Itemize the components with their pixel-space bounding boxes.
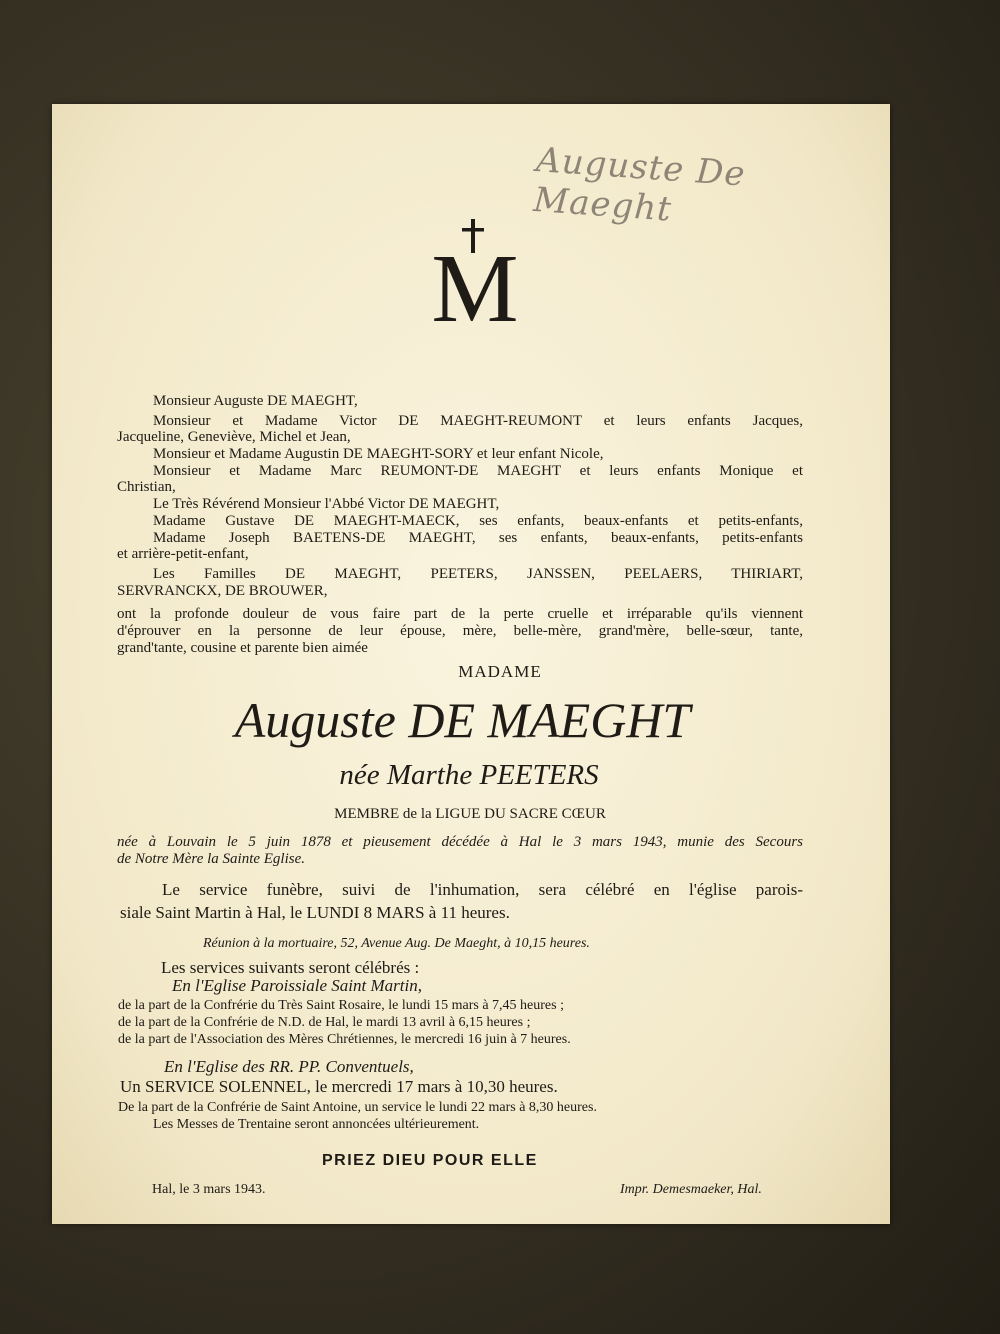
membership-line: MEMBRE de la LIGUE DU SACRE CŒUR [334, 806, 606, 822]
family-line: Madame Joseph BAETENS-DE MAEGHT, ses enfants, beaux-enfants, petits-enfants [153, 530, 803, 546]
funeral-line: Le service funèbre, suivi de l'inhumation, sera célébré en l'église parois- [162, 880, 803, 899]
place-date: Hal, le 3 mars 1943. [152, 1182, 266, 1197]
family-line: Madame Gustave DE MAEGHT-MAECK, ses enfants, beaux-enfants et petits-enfants, [153, 513, 803, 529]
prayer-heading: PRIEZ DIEU POUR ELLE [322, 1152, 538, 1169]
handwritten-signature: Auguste De Maeght [532, 140, 747, 230]
birth-death-line: née à Louvain le 5 juin 1878 et pieusement décédée à Hal le 3 mars 1943, munie des Secours [117, 834, 803, 850]
birth-death-line: de Notre Mère la Sainte Eglise. [117, 851, 306, 867]
announcement-line: ont la profonde douleur de vous faire part de la perte cruelle et irréparable qu'ils viennent [117, 606, 803, 622]
services-intro: Les services suivants seront célébrés : [161, 958, 420, 977]
family-line: SERVRANCKX, DE BROUWER, [117, 583, 328, 599]
family-line: Monsieur et Madame Victor DE MAEGHT-REUMONT et leurs enfants Jacques, [153, 413, 803, 429]
cross-monogram-icon [420, 213, 530, 333]
madame-title: MADAME [458, 662, 542, 681]
family-line: Le Très Révérend Monsieur l'Abbé Victor DE MAEGHT, [153, 496, 500, 512]
printer-credit: Impr. Demesmaeker, Hal. [620, 1182, 762, 1197]
antoine-service-line: De la part de la Confrérie de Saint Antoine, un service le lundi 22 mars à 8,30 heures. [118, 1100, 597, 1115]
service-line: de la part de la Confrérie de N.D. de Hal, le mardi 13 avril à 6,15 heures ; [118, 1015, 531, 1030]
family-line: Monsieur et Madame Marc REUMONT-DE MAEGHT et leurs enfants Monique et [153, 463, 803, 479]
svg-text:M: M [431, 235, 519, 333]
service-line: de la part de l'Association des Mères Chrétiennes, le mercredi 16 juin à 7 heures. [118, 1032, 571, 1047]
church-parish-title: En l'Eglise Paroissiale Saint Martin, [172, 976, 422, 995]
announcement-line: d'éprouver en la personne de leur épouse, mère, belle-mère, grand'mère, belle-sœur, tante, [117, 623, 803, 639]
deceased-name: Auguste DE MAEGHT [234, 692, 691, 748]
solemn-service-line: Un SERVICE SOLENNEL, le mercredi 17 mars à 10,30 heures. [120, 1077, 558, 1096]
reunion-line: Réunion à la mortuaire, 52, Avenue Aug. De Maeght, à 10,15 heures. [203, 936, 590, 951]
announcement-line: grand'tante, cousine et parente bien aimée [117, 640, 368, 656]
funeral-line: siale Saint Martin à Hal, le LUNDI 8 MARS à 11 heures. [120, 903, 510, 922]
service-line: de la part de la Confrérie du Très Saint Rosaire, le lundi 15 mars à 7,45 heures ; [118, 998, 564, 1013]
maiden-name: née Marthe PEETERS [339, 759, 599, 791]
family-line: Monsieur Auguste DE MAEGHT, [153, 393, 358, 409]
trentaine-line: Les Messes de Trentaine seront annoncées ultérieurement. [153, 1117, 480, 1132]
family-line: Les Familles DE MAEGHT, PEETERS, JANSSEN, PEELAERS, THIRIART, [153, 566, 803, 582]
family-line: Jacqueline, Geneviève, Michel et Jean, [117, 429, 351, 445]
church-conventuels-title: En l'Eglise des RR. PP. Conventuels, [164, 1057, 414, 1076]
family-line: Christian, [117, 479, 176, 495]
family-line: et arrière-petit-enfant, [117, 546, 249, 562]
family-line: Monsieur et Madame Augustin DE MAEGHT-SORY et leur enfant Nicole, [153, 446, 604, 462]
